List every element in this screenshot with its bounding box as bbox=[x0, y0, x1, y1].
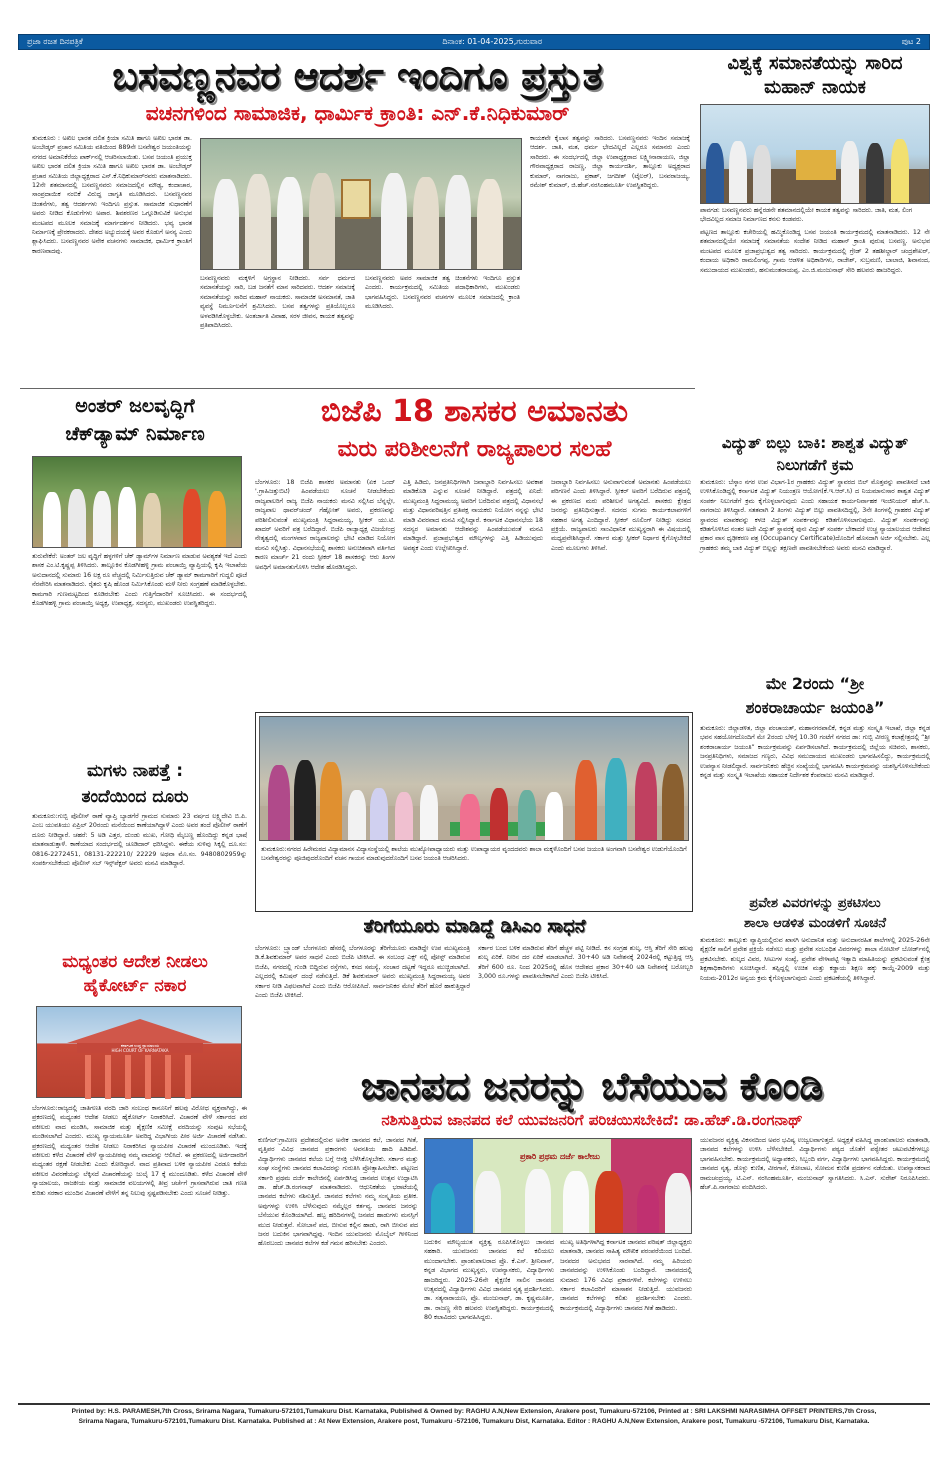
basavanna-portrait bbox=[341, 179, 371, 219]
missing-headline-line2: ತಂದೆಯಿಂದ ದೂರು bbox=[81, 787, 189, 807]
folk-event-photo bbox=[424, 1138, 692, 1234]
admission-body: ತುಮಕೂರು: ತಾಲ್ಲೂಕು ವ್ಯಾಪ್ತಿಯಲ್ಲಿರುವ ಖಾಸಗಿ ಅನುದಾನಿತ ಮತ್ತು ಅನುದಾನರಹಿತ ಶಾಲೆಗಳಲ್ಲಿ 2025-26ನೇ ಶೈಕ್ಷಣಿಕ ಸಾಲಿಗೆ ಪ್ರವೇಶ ಪ್ರಕ್ರಿಯೆ ನಡೆಸಲು ಮತ್ತು ಪ್ರವೇಶ ಸಂಬಂಧಿತ ವಿವರಗಳನ್ನು ಶಾಲಾ ನೋಟೀಸ್ ಬೋರ್ಡ್‌ನಲ್ಲಿ ಪ್ರಕಟಿಸಬೇಕು. ಶುಲ್ಕದ ವಿವರ, ಸೀಟುಗಳ ಸಂಖ್ಯೆ, ಪ್ರವೇಶ ವೇಳಾಪಟ್ಟಿ ಇತ್ಯಾದಿ ಮಾಹಿತಿಯನ್ನು ಪ್ರಕಟಿಸುವಂತೆ ಕ್ಷೇತ್ರ ಶಿಕ್ಷಣಾಧಿಕಾರಿಗಳು ಸೂಚಿಸಿದ್ದಾರೆ. ತಪ್ಪಿದ್ದಲ್ಲಿ ಉಚಿತ ಮತ್ತು ಕಡ್ಡಾಯ ಶಿಕ್ಷಣ ಹಕ್ಕು ಕಾಯ್ದೆ-2009 ಮತ್ತು ನಿಯಮ-2012ರ ಅನ್ವಯ ಕ್ರಮ ಕೈಗೊಳ್ಳಲಾಗುವುದು ಎಂದು ಪ್ರಕಟಣೆಯಲ್ಲಿ ತಿಳಿಸಿದ್ದಾರೆ. bbox=[700, 937, 933, 982]
basavanna-group-photo bbox=[200, 138, 522, 270]
masthead-bar bbox=[18, 34, 930, 50]
highcourt-body: ಬೆಂಗಳೂರು:ರಾಜ್ಯದಲ್ಲಿ ಜಾತಿಗಣತಿ ವರದಿ ಜಾರಿ ಸಂಬಂಧ ಕಾನೂನಿಗೆ ಹಲವು ವಿರೋಧ ವ್ಯಕ್ತವಾಗಿದ್ದು, ಈ ಪ್ರಕರಣದಲ್ಲಿ ಮಧ್ಯಂತರ ಆದೇಶ ನೀಡಲು ಹೈಕೋರ್ಟ್ ನಿರಾಕರಿಸಿದೆ. ವಿಚಾರಣೆ ವೇಳೆ ಸರ್ಕಾರದ ಪರ ವಕೀಲರು ವಾದ ಮಂಡಿಸಿ, ಸಾಮಾಜಿಕ ಮತ್ತು ಶೈಕ್ಷಣಿಕ ಸಮೀಕ್ಷೆ ವರದಿಯನ್ನು ಸಂಪುಟ ಸಭೆಯಲ್ಲಿ ಮಂಡಿಸಲಾಗಿದೆ ಎಂದರು. ಮುಖ್ಯ ನ್ಯಾಯಮೂರ್ತಿ ಅವರಿದ್ದ ವಿಭಾಗೀಯ ಪೀಠ ಅರ್ಜಿ ವಿಚಾರಣೆ ನಡೆಸಿತು. ಪ್ರಕರಣದಲ್ಲಿ ಮಧ್ಯಂತರ ಆದೇಶ ನೀಡಲು ನಿರಾಕರಿಸಿದ ನ್ಯಾಯಪೀಠ ವಿಚಾರಣೆ ಮುಂದೂಡಿತು. ಇದಕ್ಕೆ ವಕೀಲರು ಕಳೆದ ವಿಚಾರಣೆ ವೇಳೆ ನ್ಯಾಯಪೀಠವು ನಮ್ಮ ವಾದವನ್ನು ಆಲಿಸಿದೆ. ಈ ಪ್ರಕರಣದಲ್ಲಿ ಅರ್ಜಿದಾರರಿಗೆ ಮಧ್ಯಂತರ ರಕ್ಷಣೆ ನೀಡಬೇಕು ಎಂದು ಕೋರಿದ್ದಾರೆ. ವಾದ ಪ್ರತಿವಾದ ಬಳಿಕ ನ್ಯಾಯಪೀಠ ಎರಡೂ ಕಡೆಯ ವಕೀಲರ ವಿವರಣೆಯನ್ನು ಲೆಕ್ಕಿಸದೆ ವಿಚಾರಣೆಯನ್ನು ಜುಲೈ 17 ಕ್ಕೆ ಮುಂದೂಡಿತು. ಕಳೆದ ವಿಚಾರಣೆ ವೇಳೆ ನ್ಯಾಯಾಲಯ, ರಾಜಕೀಯ ಮತ್ತು ಸಾಮಾಜಿಕ ವಲಯಗಳಲ್ಲಿ ತೀವ್ರ ಚರ್ಚೆಗೆ ಗ್ರಾಸವಾಗಿರುವ ಜಾತಿ ಗಣತಿ ಕುರಿತು ಸರಕಾರ ಮುಂದಿನ ವಿಚಾರಣೆ ವೇಳೆಗೆ ತನ್ನ ನಿಲುವು ಸ್ಪಷ್ಟಪಡಿಸಬೇಕು ಎಂದು ಸೂಚನೆ ನೀಡಿತ್ತು. bbox=[32, 1105, 250, 1197]
folk-subhead: ನಶಿಸುತ್ತಿರುವ ಜಾನಪದ ಕಲೆ ಯುವಜನರಿಗೆ ಪರಿಚಯಿಸಬೇಕಿದೆ: ಡಾ.ಹೆಚ್.ಡಿ.ರಂಗನಾಥ್ bbox=[381, 1111, 803, 1129]
highcourt-headline-line1: ಮಧ್ಯಂತರ ಆದೇಶ ನೀಡಲು bbox=[62, 952, 208, 972]
folk-col3: ಮುಖ್ಯ ಅತಿಥಿಗಳಾಗಿದ್ದ ಕರ್ನಾಟಕ ಜಾನಪದ ಪರಿಷತ್ ಜಿಲ್ಲಾಧ್ಯಕ್ಷರು ಮಾತನಾಡಿ, ಜಾನಪದ ಸಾಹಿತ್ಯ ಮೌಖಿಕ ಪರಂಪರೆಯಿಂದ ಬಂದಿದೆ. ಜನಪದರ ಅನುಭವದ ಸಾರವಾಗಿದೆ. ನಮ್ಮ ಹಿರಿಯರು ಜಾನಪದವನ್ನು ಉಳಿಸಿಕೊಂಡು ಬಂದಿದ್ದಾರೆ. ಜಾನಪದದಲ್ಲಿ ಸುಮಾರು 176 ವಿವಿಧ ಪ್ರಕಾರಗಳಿವೆ. ಕಲೆಗಳನ್ನು ಉಳಿಸಲು ಸರ್ಕಾರ ಕಲಾವಿದರಿಗೆ ಮಾಸಾಶನ ನೀಡುತ್ತಿದೆ. ಯುವಜನರು ಜಾನಪದ ಕಲೆಗಳನ್ನು ಕಲಿತು ಪ್ರದರ್ಶಿಸಬೇಕು ಎಂದರು. ಕಾರ್ಯಕ್ರಮದಲ್ಲಿ ವಿದ್ಯಾರ್ಥಿಗಳು ಜಾನಪದ ಗೀತೆ ಹಾಡಿದರು. bbox=[560, 1239, 695, 1312]
college-banner: ಪ್ರಕಾರಿ ಪ್ರಥಮ ದರ್ಜೆ ಕಾಲೇಜು bbox=[520, 1152, 600, 1161]
dcm-col1: ಬೆಂಗಳೂರು: ಬ್ರ್ಯಾಂಡ್ ಬೆಂಗಳೂರು ಹೆಸರಲ್ಲಿ ಬೆಂಗಳೂರನ್ನು ತೆರಿಗೆಯೂರು ಮಾಡಿದ್ದೇ ಉಪ ಮುಖ್ಯಮಂತ್ರಿ ಡಿ.ಕೆ.ಶಿವಕುಮಾರ್ ಅವರ ಸಾಧನೆ ಎಂದು ಬಿಜೆಪಿ ಟೀಕಿಸಿದೆ. ಈ ಸಂಬಂಧ ಎಕ್ಸ್ ನಲ್ಲಿ ಪೋಸ್ಟ್ ಮಾಡಿರುವ ಬಿಜೆಪಿ, ನಗರದಲ್ಲಿ ಗುಂಡಿ ಬಿದ್ದಿರುವ ರಸ್ತೆಗಳು, ಕಸದ ಸಮಸ್ಯೆ, ಸಂಚಾರ ದಟ್ಟಣೆ ಇದ್ದರೂ ಮುಚ್ಚಿಡಲಾಗಿದೆ. ಎಲ್ಲದರಲ್ಲಿ ಕಮಿಷನ್ ದಂಧೆ ನಡೆಸುತ್ತಿದೆ. ಡಿಕೆ ಶಿವಕುಮಾರ್ ಅವರು ಮುಖ್ಯಮಂತ್ರಿ ಸಿದ್ದರಾಮಯ್ಯ ಅವರ ಸರ್ಕಾರ ನೀಡಿ ವಿಫಲವಾಗಿದೆ ಎಂದು ಬಿಜೆಪಿ ಆರೋಪಿಸಿದೆ. ಸಾರ್ವಜನಿಕರ ಮೇಲೆ ತೆರಿಗೆ ಹೊರೆ ಹಾಕುತ್ತಿದ್ದಾರೆ ಎಂದು ಬಿಜೆಪಿ ಟೀಕಿಸಿದೆ. bbox=[255, 945, 473, 1000]
equality-group-photo bbox=[700, 104, 930, 204]
court-sign-kn: ಕರ್ನಾಟಕ ಉಚ್ಚ ನ್ಯಾಯಾಲಯ bbox=[120, 1043, 160, 1048]
admission-headline-line1: ಪ್ರವೇಶ ವಿವರಗಳನ್ನು ಪ್ರಕಟಿಸಲು bbox=[749, 896, 881, 911]
folk-col1: ಕುಣಿಗಲ್:ಗ್ರಾಮೀಣ ಪ್ರದೇಶದಲ್ಲಿರುವ ಅನೇಕ ಜಾನಪದ ಕಲೆ, ಜಾನಪದ ಗೀತೆ, ವೃತ್ತಿಪರ ವಿವಿಧ ಜಾನಪದ ಪ್ರಕಾರಗಳು ಅವನತಿಯ ಹಾದಿ ಹಿಡಿದಿವೆ. ವಿದ್ಯಾರ್ಥಿಗಳು ಜಾನಪದ ಕಲೆಯ ಬಗ್ಗೆ ಆಸಕ್ತಿ ಬೆಳೆಸಿಕೊಳ್ಳಬೇಕು. ಸರ್ಕಾರ ಮತ್ತು ಸಂಘ ಸಂಸ್ಥೆಗಳು ಜಾನಪದ ಕಲಾವಿದರನ್ನು ಗುರುತಿಸಿ ಪ್ರೋತ್ಸಾಹಿಸಬೇಕು. ಪಟ್ಟಣದ ಸರ್ಕಾರಿ ಪ್ರಥಮ ದರ್ಜೆ ಕಾಲೇಜಿನಲ್ಲಿ ಏರ್ಪಡಿಸಿದ್ದ ಜಾನಪದ ಉತ್ಸವ ಉದ್ಘಾಟಿಸಿ ಡಾ. ಹೆಚ್.ಡಿ.ರಂಗನಾಥ್ ಮಾತನಾಡಿದರು. ಆಧುನಿಕತೆಯ ಭರಾಟೆಯಲ್ಲಿ ಜಾನಪದ ಕಲೆಗಳು ನಶಿಸುತ್ತಿವೆ. ಜಾನಪದ ಕಲೆಗಳು ನಮ್ಮ ಸಂಸ್ಕೃತಿಯ ಪ್ರತೀಕ. ಅವುಗಳನ್ನು ಉಳಿಸಿ ಬೆಳೆಸುವುದು ನಮ್ಮೆಲ್ಲರ ಕರ್ತವ್ಯ. ಜಾನಪದ ಜನರನ್ನು ಬೆಸೆಯುವ ಕೊಂಡಿಯಾಗಿದೆ. ಹಬ್ಬ ಹರಿದಿನಗಳಲ್ಲಿ ಜನಪದ ಹಾಡುಗಳು ಮನಸ್ಸಿಗೆ ಮುದ ನೀಡುತ್ತವೆ. ಸೋಬಾನೆ ಪದ, ಬೀಸುವ ಕಲ್ಲಿನ ಹಾಡು, ರಾಗಿ ಬೀಸುವ ಪದ ಜನರ ಬದುಕಿನ ಭಾಗವಾಗಿದ್ದವು. ಇಂದಿನ ಯುವಜನರು ಮೊಬೈಲ್ ಗೀಳಿನಿಂದ ಹೊರಬಂದು ಜಾನಪದ ಕಲೆಗಳ ಕಡೆ ಗಮನ ಹರಿಸಬೇಕು ಎಂದರು. bbox=[258, 1137, 421, 1248]
footer-rule bbox=[18, 1403, 930, 1405]
missing-body: ತುಮಕೂರು:ಗುಬ್ಬಿ ಪೊಲೀಸ್ ಠಾಣೆ ವ್ಯಾಪ್ತಿ ಬ್ಯಾಡಗೆರೆ ಗ್ರಾಮದ ಸುಮಾರು 23 ವರ್ಷದ ಲಕ್ಷ್ಮಿದೇವಿ ಬಿ.ಪಿ. ಎಂಬ ಯುವತಿಯು ಏಪ್ರಿಲ್ 20ರಂದು ಮನೆಯಿಂದ ಕಾಣೆಯಾಗಿದ್ದಾಳೆ ಎಂದು ಅವರ ತಂದೆ ಪೊಲೀಸ್ ಠಾಣೆಗೆ ದೂರು ನೀಡಿದ್ದಾರೆ. ಚಹರೆ: 5 ಅಡಿ ಎತ್ತರ, ದುಂಡು ಮುಖ, ಗೋಧಿ ಮೈಬಣ್ಣ ಹೊಂದಿದ್ದು ಕನ್ನಡ ಭಾಷೆ ಮಾತನಾಡುತ್ತಾಳೆ. ಕಾಣೆಯಾದ ಸಂದರ್ಭದಲ್ಲಿ ಚೂಡಿದಾರ್ ಧರಿಸಿದ್ದಳು. ಈಕೆಯ ಸುಳಿವು ಸಿಕ್ಕಲ್ಲಿ ದೂ.ಸಂ: 0816-2272451, 08131-222210/ 22229 ಅಥವಾ ಮೊ.ಸಂ. 9480802959ನ್ನು ಸಂಪರ್ಕಿಸಬೇಕೆಂದು ಪೊಲೀಸ್ ಸಬ್ ಇನ್ಸ್‌ಪೆಕ್ಟರ್ ಅವರು ಮನವಿ ಮಾಡಿದ್ದಾರೆ. bbox=[32, 813, 250, 868]
checkdam-headline-line1: ಅಂತರ್ ಜಲವೃದ್ಧಿಗೆ bbox=[75, 395, 195, 417]
basavanna-col3: ಬಸವಣ್ಣನವರು ಅವರ ಸಾಮಾಜಿಕ ತತ್ವ ಚಿಂತನೆಗಳು ಇಂದಿಗೂ ಪ್ರಸ್ತುತ ಎಂದರು. ಕಾರ್ಯಕ್ರಮದಲ್ಲಿ ಸಮಿತಿಯ ಪದಾಧಿಕಾರಿಗಳು, ಮುಖಂಡರು ಭಾಗವಹಿಸಿದ್ದರು. ಬಸವಣ್ಣನವರ ವಚನಗಳ ಮೂಲಕ ಸಮಾಜದಲ್ಲಿ ಕ್ರಾಂತಿ ಮೂಡಿಸಿದರು. bbox=[365, 275, 523, 311]
imprint-line1: Printed by: H.S. PARAMESH,7th Cross, Srirama Nagara, Tumakuru-572101,Tumakuru Dist. Karnataka, Published & Owned by: RAGHU A.N,New Extension, Arakere post, Tumakuru-572106, Printed at : SRI LAKSHMI NARASIMHA OFFSET PRINTERS,7th Cross, bbox=[71, 1408, 877, 1415]
missing-headline-line1: ಮಗಳು ನಾಪತ್ತೆ : bbox=[86, 761, 184, 781]
shankaracharya-headline-line2: ಶಂಕರಾಚಾರ್ಯ ಜಯಂತಿ” bbox=[745, 698, 885, 717]
shankaracharya-headline-line1: ಮೇ 2ರಂದು “ಶ್ರೀ bbox=[765, 674, 865, 693]
bjp-subhead: ಮರು ಪರಿಶೀಲನೆಗೆ ರಾಜ್ಯಪಾಲರ ಸಲಹೆ bbox=[337, 437, 612, 462]
basavanna-col2: ಬಸವಣ್ಣನವರು ಮಕ್ಕಳಿಗೆ ಅಗ್ರಸ್ಥಾನ ನೀಡಿದರು. ಸರ್ವ ಧರ್ಮದ ಸಮಾನತೆಯನ್ನು ಸಾರಿ, ಬಡ ಜನತೆಗೆ ಮಾನ ಸಾರಿದವರು. ಆದರ್ಶ ಸಮಾಜಕ್ಕೆ ಸಮಾನತೆಯನ್ನು ಸಾರಿದ ಮಹಾನ್ ನಾಯಕರು. ಸಾಮಾಜಿಕ ಅಸಮಾನತೆ, ಜಾತಿ ವ್ಯವಸ್ಥೆ ನಿರ್ಮೂಲನೆಗೆ ಶ್ರಮಿಸಿದರು. ಬಸವ ತತ್ವಗಳನ್ನು ಪ್ರತಿಯೊಬ್ಬರೂ ಅಳವಡಿಸಿಕೊಳ್ಳಬೇಕು. ಅಂತರ್ಜಾತಿ ವಿವಾಹ, ಸರಳ ಜೀವನ, ಕಾಯಕ ತತ್ವವನ್ನು ಪ್ರತಿಪಾದಿಸಿದರು. bbox=[200, 275, 358, 330]
divider bbox=[20, 388, 695, 389]
dcm-col2: ಸರ್ಕಾರ ಬಂದ ಬಳಿಕ ಮಾಡಿರುವ ತೆರಿಗೆ ಹೆಚ್ಚಳ ಪಟ್ಟಿ ನೀಡಿದೆ. ಕಸ ಸಂಗ್ರಹ ಶುಲ್ಕ, ಆಸ್ತಿ ತೆರಿಗೆ ಸೇರಿ ಹಲವು ಶುಲ್ಕ ಏರಿಕೆ. ನೀರಿನ ದರ ಏರಿಕೆ ಮಾಡಲಾಗಿದೆ. 30+40 ಅಡಿ ನಿವೇಶನಕ್ಕೆ 2024ರಲ್ಲಿ ಕಟ್ಟುತ್ತಿದ್ದ ಆಸ್ತಿ ತೆರಿಗೆ 600 ರೂ. ನಿಂದ 2025ರಲ್ಲಿ ಹೊಸ ಆದೇಶದ ಪ್ರಕಾರ 30+40 ಅಡಿ ನಿವೇಶನಕ್ಕೆ ಬರೋಬ್ಬರಿ 3,000 ರೂ.ಗಳನ್ನು ಪಾವತಿಸಬೇಕಾಗಿದೆ ಎಂದು ಬಿಜೆಪಿ ಟೀಕಿಸಿದೆ. bbox=[478, 945, 696, 981]
equality-body: ಪಟ್ಟಣದ ತಾಲ್ಲೂಕು ಕಚೇರಿಯಲ್ಲಿ ಹಮ್ಮಿಕೊಂಡಿದ್ದ ಬಸವ ಜಯಂತಿ ಕಾರ್ಯಕ್ರಮದಲ್ಲಿ ಮಾತನಾಡಿದರು. 12 ನೇ ಶತಮಾನದಲ್ಲಿಯೇ ಸಮಾಜಕ್ಕೆ ಸಮಾನತೆಯ ಸಂದೇಶ ನೀಡಿದ ಮಹಾನ್ ಕ್ರಾಂತಿ ಪುರುಷ ಬಸವಣ್ಣ. ಅನುಭವ ಮಂಟಪದ ಮೂಲಕ ಪ್ರಜಾಪ್ರಭುತ್ವದ ತತ್ವ ಸಾರಿದರು. ಕಾರ್ಯಕ್ರಮದಲ್ಲಿ ಗ್ರೇಡ್ 2 ತಹಶೀಲ್ದಾರ್ ಚಂದ್ರಶೇಖರ್, ಕಂದಾಯ ಅಧಿಕಾರಿ ರಾಮಲಿಂಗಪ್ಪ, ಗ್ರಾಮ ಆಡಳಿತ ಅಧಿಕಾರಿಗಳು, ರಾಜೇಶ್, ಸುಬ್ರಮಣಿ, ಬಾಲಾಜಿ, ಶಿವಾನಂದ, ಸಮುದಾಯದ ಮುಖಂಡರು, ಹನುಮಂತರಾಯಪ್ಪ, ಎಂ.ಜಿ.ಮಂಜುನಾಥ್ ಸೇರಿ ಹಲವರು ಹಾಜರಿದ್ದರು. bbox=[700, 229, 933, 274]
folk-col2: ಬದುಕಿನ ಮೌಲ್ಯಯುತ ವ್ಯಕ್ತಿತ್ವ ರೂಪಿಸಿಕೊಳ್ಳಲು ಜಾನಪದ ಸಹಕಾರಿ. ಯುವಜನರು ಜಾನಪದ ಕಲೆ ಕಲಿಯಲು ಮುಂದಾಗಬೇಕು. ಪ್ರಾಂಶುಪಾಲರಾದ ಪ್ರೊ. ಕೆ.ಎಸ್. ಶ್ರೀನಿವಾಸ್, ಕನ್ನಡ ವಿಭಾಗದ ಮುಖ್ಯಸ್ಥರು, ಉಪನ್ಯಾಸಕರು, ವಿದ್ಯಾರ್ಥಿಗಳು ಹಾಜರಿದ್ದರು. 2025-26ನೇ ಶೈಕ್ಷಣಿಕ ಸಾಲಿನ ಜಾನಪದ ಉತ್ಸವದಲ್ಲಿ ವಿದ್ಯಾರ್ಥಿಗಳು ವಿವಿಧ ಜಾನಪದ ನೃತ್ಯ ಪ್ರದರ್ಶಿಸಿದರು. ಡಾ. ಸತ್ಯನಾರಾಯಣ, ಪ್ರೊ. ಮಂಜುನಾಥ್, ಡಾ. ಕೃಷ್ಣಮೂರ್ತಿ, ಡಾ. ರಾಜಣ್ಣ ಸೇರಿ ಹಲವರು ಉಪಸ್ಥಿತರಿದ್ದರು. ಕಾರ್ಯಕ್ರಮದಲ್ಲಿ 80 ಕಲಾವಿದರು ಭಾಗವಹಿಸಿದ್ದರು. bbox=[424, 1239, 557, 1322]
basavanna-col4: ಕಾಯಕವೇ ಕೈಲಾಸ ತತ್ವವನ್ನು ಸಾರಿದರು. ಬಸವಣ್ಣನವರು ಇಂದಿನ ಸಮಾಜಕ್ಕೆ ಆದರ್ಶ. ಜಾತಿ, ಮತ, ಧರ್ಮ ಭೇದವಿಲ್ಲದೆ ಎಲ್ಲರೂ ಸಮಾನರು ಎಂದು ಸಾರಿದರು. ಈ ಸಂದರ್ಭದಲ್ಲಿ ಜಿಲ್ಲಾ ಉಪಾಧ್ಯಕ್ಷರಾದ ಲಕ್ಷ್ಮೀನಾರಾಯಣ, ಜಿಲ್ಲಾ ಗೌರವಾಧ್ಯಕ್ಷರಾದ ರಾಜಣ್ಣ, ಜಿಲ್ಲಾ ಕಾರ್ಯದರ್ಶಿ, ತಾಲ್ಲೂಕು ಅಧ್ಯಕ್ಷರಾದ ಕುಮಾರ್, ನಾಗರಾಜು, ಪ್ರಕಾಶ್, ಜಗದೀಶ್ (ಟೈಲರ್), ಬಸವರಾಜಯ್ಯ, ರಮೇಶ್ ಕುಮಾರ್, ಜಿ.ಹೆಚ್.ನರಸಿಂಹಮೂರ್ತಿ ಉಪಸ್ಥಿತರಿದ್ದರು. bbox=[530, 135, 693, 190]
basavanna-headline: ಬಸವಣ್ಣನವರ ಆದರ್ಶ ಇಂದಿಗೂ ಪ್ರಸ್ತುತ bbox=[112, 54, 603, 98]
equality-caption: ಪಾವಗಡ: ಬಸವಣ್ಣನವರು ಹನ್ನೆರಡನೇ ಶತಮಾನದಲ್ಲಿಯೇ ಕಾಯಕ ತತ್ವವನ್ನು ಸಾರಿದರು. ಜಾತಿ, ಮತ, ಲಿಂಗ ಭೇದವಿಲ್ಲದ ಸಮಾಜ ನಿರ್ಮಾಣದ ಕನಸು ಕಂಡವರು. bbox=[700, 207, 915, 224]
folk-col4: ಯುವಜನರ ವ್ಯಕ್ತಿತ್ವ ವಿಕಸನದಿಂದ ಅವರ ಭವಿಷ್ಯ ಉಜ್ವಲವಾಗುತ್ತದೆ. ಅಧ್ಯಕ್ಷತೆ ವಹಿಸಿದ್ದ ಪ್ರಾಂಶುಪಾಲರು ಮಾತನಾಡಿ, ಜಾನಪದ ಕಲೆಗಳನ್ನು ಉಳಿಸಿ ಬೆಳೆಸಬೇಕಿದೆ. ವಿದ್ಯಾರ್ಥಿಗಳು ಪಠ್ಯದ ಜೊತೆಗೆ ಪಠ್ಯೇತರ ಚಟುವಟಿಕೆಗಳಲ್ಲೂ ಭಾಗವಹಿಸಬೇಕು. ಕಾರ್ಯಕ್ರಮದಲ್ಲಿ ಅಧ್ಯಾಪಕರು, ಸಿಬ್ಬಂದಿ ವರ್ಗ, ವಿದ್ಯಾರ್ಥಿಗಳು ಭಾಗವಹಿಸಿದ್ದರು. ಕಾರ್ಯಕ್ರಮದಲ್ಲಿ ಜಾನಪದ ನೃತ್ಯ, ಡೊಳ್ಳು ಕುಣಿತ, ವೀರಗಾಸೆ, ಕೋಲಾಟ, ಸೋಮನ ಕುಣಿತ ಪ್ರದರ್ಶನ ನಡೆಯಿತು. ಉಪನ್ಯಾಸಕರಾದ ರಾಮಚಂದ್ರಯ್ಯ, ಟಿ.ಎನ್. ನರಸಿಂಹಮೂರ್ತಿ, ಮಂಜುನಾಥ್ ಸ್ವಾಗತಿಸಿದರು. ಸಿ.ಎಸ್. ಸುರೇಶ್ ನಿರೂಪಿಸಿದರು. ಹೆಚ್.ಪಿ.ನಾಗರಾಜು ವಂದಿಸಿದರು. bbox=[700, 1137, 933, 1192]
folk-headline: ಜಾನಪದ ಜನರನ್ನು ಬೆಸೆಯುವ ಕೊಂಡಿ bbox=[360, 1064, 824, 1108]
page-number: ಪುಟ 2 bbox=[901, 37, 921, 46]
electricity-body: ತುಮಕೂರು: ಬೆಸ್ಕಾಂ ನಗರ ಉಪ ವಿಭಾಗ-1ರ ಗ್ರಾಹಕರು ವಿದ್ಯುತ್ ಸ್ಥಾವರದ ಬಿಲ್ ಮೊತ್ತವನ್ನು ಪಾವತಿಸದೆ ಬಾಕಿ ಉಳಿಸಿಕೊಂಡಿದ್ದಲ್ಲಿ ಕರ್ನಾಟಕ ವಿದ್ಯುತ್ ನಿಯಂತ್ರಣ ಆಯೋಗ(ಕೆ.ಇ.ಆರ್.ಸಿ) ದ ನಿಯಮಾನುಸಾರ ಶಾಶ್ವತ ವಿದ್ಯುತ್ ಸಂಪರ್ಕ ನಿಲುಗಡೆಗೆ ಕ್ರಮ ಕೈಗೊಳ್ಳಲಾಗುವುದು ಎಂದು ಸಹಾಯಕ ಕಾರ್ಯನಿರ್ವಾಹಕ ಇಂಜಿನಿಯರ್ ಹೆಚ್.ಸಿ. ನಾಗರಾಜು ತಿಳಿಸಿದ್ದಾರೆ. ಸತತವಾಗಿ 2 ತಿಂಗಳು ವಿದ್ಯುತ್ ಬಿಲ್ಲು ಪಾವತಿಸದಿದ್ದಲ್ಲಿ, 3ನೇ ತಿಂಗಳಲ್ಲಿ ಗ್ರಾಹಕರ ವಿದ್ಯುತ್ ಸ್ಥಾವರದ ಮಾಪಕವನ್ನು ಕಳಚಿ ವಿದ್ಯುತ್ ಸಂಪರ್ಕವನ್ನು ಕಡಿತಗೊಳಿಸಲಾಗುವುದು. ವಿದ್ಯುತ್ ಸಂಪರ್ಕವನ್ನು ಕಡಿತಗೊಳಿಸಿದ ನಂತರ ಅದೇ ವಿದ್ಯುತ್ ಸ್ಥಾವರಕ್ಕೆ ಪುನಃ ವಿದ್ಯುತ್ ಸಂಪರ್ಕ ಬೇಕಾದರೆ ಉಚ್ಚ ನ್ಯಾಯಾಲಯದ ಆದೇಶದ ಪ್ರಕಾರ ವಾಸ ಧೃಢೀಕರಣ ಪತ್ರ (Occupancy Certificate)ದೊಂದಿಗೆ ಹೊಸದಾಗಿ ಅರ್ಜಿ ಸಲ್ಲಿಸಬೇಕು. ಎಲ್ಲ ಗ್ರಾಹಕರು ತಮ್ಮ ಬಾಕಿ ವಿದ್ಯುತ್ ಬಿಲ್ಲನ್ನು ತಕ್ಷಣವೇ ಪಾವತಿಸಬೇಕೆಂದು ಅವರು ಮನವಿ ಮಾಡಿದ್ದಾರೆ. bbox=[700, 479, 933, 552]
bjp-col3: ಜವಾಬ್ದಾರಿ ನಿರ್ವಹಿಸಲು ಅನುವಾಗುವಂತೆ ಅಮಾನತು ಹಿಂಪಡೆಯಲು ಪರಿಗಣನೆ ಎಂದು ತಿಳಿಸಿದ್ದಾರೆ. ಸ್ಪೀಕರ್ ಅವರಿಗೆ ಬರೆದಿರುವ ಪತ್ರದಲ್ಲಿ ಈ ಪ್ರಕರಣದ ಮರು ಪರಿಶೀಲನೆ ಅಗತ್ಯವಿದೆ. ಶಾಸಕರು ಕ್ಷೇತ್ರದ ಜನರನ್ನು ಪ್ರತಿನಿಧಿಸುತ್ತಾರೆ. ಸದನದ ಸುಗಮ ಕಾರ್ಯಕಲಾಪಗಳಿಗೆ ಸಹಕಾರ ಅಗತ್ಯ ಎಂದಿದ್ದಾರೆ. ಸ್ಪೀಕರ್ ರೂಲಿಂಗ್ ನೀಡಿದ್ದು ಸದನದ ಪ್ರಕ್ರಿಯೆ. ರಾಜ್ಯಪಾಲರು ಸಾಂವಿಧಾನಿಕ ಮುಖ್ಯಸ್ಥರಾಗಿ ಈ ವಿಷಯದಲ್ಲಿ ಮಧ್ಯಪ್ರವೇಶಿಸಿದ್ದಾರೆ. ಸರ್ಕಾರ ಮತ್ತು ಸ್ಪೀಕರ್ ನಿರ್ಧಾರ ಕೈಗೊಳ್ಳಬೇಕಿದೆ ಎಂದು ಮೂಲಗಳು ತಿಳಿಸಿವೆ. bbox=[551, 479, 694, 552]
checkdam-body: ತುರುವೇಕೆರೆ: ಅಂತರ್ ಜಲ ವೃದ್ಧಿಗೆ ಹಳ್ಳಗಳಿಗೆ ಚೆಕ್ ಡ್ಯಾಮ್‌ಗಳ ನಿರ್ಮಾಣ ಮಾಡುವ ಅವಶ್ಯಕತೆ ಇದೆ ಎಂದು ಶಾಸಕ ಎಂ.ಟಿ.ಕೃಷ್ಣಪ್ಪ ತಿಳಿಸಿದರು. ತಾಲ್ಲೂಕಿನ ಕೊಡಗೀಹಳ್ಳಿ ಗ್ರಾಮ ಪಂಚಾಯ್ತಿ ವ್ಯಾಪ್ತಿಯಲ್ಲಿ ಕೃಷಿ ಇಲಾಖೆಯ ಅನುದಾನದಲ್ಲಿ ಸುಮಾರು 16 ಲಕ್ಷ ರೂ ವೆಚ್ಚದಲ್ಲಿ ನಿರ್ಮಿಸುತ್ತಿರುವ ಚೆಕ್ ಡ್ಯಾಮ್ ಕಾಮಗಾರಿಗೆ ಗುದ್ದಲಿ ಪೂಜೆ ನೆರವೇರಿಸಿ ಮಾತನಾಡಿದರು. ರೈತರು ಕೃಷಿ ಹೊಂಡ ನಿರ್ಮಿಸಿಕೊಂಡು ಮಳೆ ನೀರು ಸಂಗ್ರಹಣೆ ಮಾಡಿಕೊಳ್ಳಬೇಕು. ಕಾಮಗಾರಿ ಗುಣಮಟ್ಟದಿಂದ ಕೂಡಿರಬೇಕು ಎಂದು ಗುತ್ತಿಗೆದಾರರಿಗೆ ಸೂಚಿಸಿದರು. ಈ ಸಂದರ್ಭದಲ್ಲಿ ಕೊಡಗೀಹಳ್ಳಿ ಗ್ರಾಮ ಪಂಚಾಯ್ತಿ ಅಧ್ಯಕ್ಷ, ಉಪಾಧ್ಯಕ್ಷ, ಸದಸ್ಯರು, ಮುಖಂಡರು ಉಪಸ್ಥಿತರಿದ್ದರು. bbox=[32, 553, 250, 608]
equality-headline: ವಿಶ್ವಕ್ಕೆ ಸಮಾನತೆಯನ್ನು ಸಾರಿದ ಮಹಾನ್ ನಾಯಕ bbox=[727, 53, 903, 98]
checkdam-headline-line2: ಚೆಕ್‌ಡ್ಯಾಮ್ ನಿರ್ಮಾಣ bbox=[65, 423, 205, 445]
dcm-headline: ತೆರಿಗೆಯೂರು ಮಾಡಿದ್ದೆ ಡಿಸಿಎಂ ಸಾಧನೆ bbox=[363, 916, 586, 937]
portrait-flowers bbox=[796, 150, 836, 180]
school-children-photo bbox=[259, 716, 689, 841]
basavanna-subhead: ವಚನಗಳಿಂದ ಸಾಮಾಜಿಕ, ಧಾರ್ಮಿಕ ಕ್ರಾಂತಿ: ಎನ್.ಕೆ.ನಿಧಿಕುಮಾರ್ bbox=[145, 101, 570, 125]
bjp-col1: ಬೆಂಗಳೂರು: 18 ಬಿಜೆಪಿ ಶಾಸಕರ ಅಮಾನತು (ಏಕ ಒಂದ್ '.ಗ್ರಾಹಿಜತ್ತುಬಿಟಿ) ಹಿಂಪಡೆಯಲು ಸೂಚನೆ ನೀಡಬೇಕೆಂದು ರಾಜ್ಯಪಾಲರಿಗೆ ರಾಜ್ಯ ಬಿಜೆಪಿ ನಾಯಕರು ಮನವಿ ಸಲ್ಲಿಸಿದ ಬೆನ್ನಲ್ಲೇ, ರಾಜ್ಯಪಾಲ ಥಾವರ್‌ಚಂದ್ ಗೆಹ್ಲೋತ್ ಅವರು, ಪ್ರಕರಣವನ್ನು ಪರಿಶೀಲಿಸುವಂತೆ ಮುಖ್ಯಮಂತ್ರಿ ಸಿದ್ದರಾಮಯ್ಯ, ಸ್ಪೀಕರ್ ಯು.ಟಿ. ಖಾದರ್ ಅವರಿಗೆ ಪತ್ರ ಬರೆದಿದ್ದಾರೆ. ಬಿಜೆಪಿ ರಾಜ್ಯಾಧ್ಯಕ್ಷ ವಿಜಯೇಂದ್ರ ನೇತೃತ್ವದಲ್ಲಿ ಮಂಗಳವಾರ ರಾಜ್ಯಪಾಲರನ್ನು ಭೇಟಿ ಮಾಡಿದ ನಿಯೋಗ ಮನವಿ ಸಲ್ಲಿಸಿತ್ತು. ವಿಧಾನಸಭೆಯಲ್ಲಿ ಶಾಸಕರು ಅನುಚಿತವಾಗಿ ವರ್ತಿಸಿದ ಕಾರಣ ಮಾರ್ಚ್ 21 ರಂದು ಸ್ಪೀಕರ್ 18 ಶಾಸಕರನ್ನು ಆರು ತಿಂಗಳ ಅವಧಿಗೆ ಅಮಾನತುಗೊಳಿಸಿ ಆದೇಶ ಹೊರಡಿಸಿದ್ದರು. bbox=[255, 479, 398, 571]
paper-name: ಪ್ರಜಾ ರಜತ ದಿನಪತ್ರಿಕೆ bbox=[27, 37, 83, 46]
admission-headline-line2: ಶಾಲಾ ಆಡಳಿತ ಮಂಡಳಿಗೆ ಸೂಚನೆ bbox=[743, 916, 886, 931]
bjp-headline: ಬಿಜೆಪಿ 18 ಶಾಸಕರ ಅಮಾನತು bbox=[320, 394, 629, 429]
issue-date: ದಿನಾಂಕ: 01-04-2025,ಗುರುವಾರ bbox=[442, 37, 543, 46]
highcourt-headline-line2: ಹೈಕೋರ್ಟ್ ನಕಾರ bbox=[83, 976, 187, 996]
bjp-col2: ಎತ್ತಿ ಹಿಡಿದು, ಜನಪ್ರತಿನಿಧಿಗಳಾಗಿ ಜವಾಬ್ದಾರಿ ನಿರ್ವಹಿಸಲು ಅವಕಾಶ ಮಾಡಿಕೊಡಿ ಎನ್ನುವ ಸೂಚನೆ ನೀಡಿದ್ದಾರೆ. ಪತ್ರದಲ್ಲಿ ಏನಿದೆ: ಮುಖ್ಯಮಂತ್ರಿ ಸಿದ್ದರಾಮಯ್ಯ ಅವರಿಗೆ ಬರೆದಿರುವ ಪತ್ರದಲ್ಲಿ ವಿಧಾನಸಭೆ ಮತ್ತು ವಿಧಾನಪರಿಷತ್ತಿನ ಪ್ರತಿಪಕ್ಷ ನಾಯಕರು ನಿಯೋಗ ನನ್ನನ್ನು ಭೇಟಿ ಮಾಡಿ ವಿವರವಾದ ಮನವಿ ಸಲ್ಲಿಸಿದ್ದಾರೆ. ಕರ್ನಾಟಕ ವಿಧಾನಸಭೆಯ 18 ಸದಸ್ಯರ ಅಮಾನತು ಆದೇಶವನ್ನು ಹಿಂಪಡೆಯುವಂತೆ ಮನವಿ ಮಾಡಿದ್ದಾರೆ. ಪ್ರಜಾಪ್ರಭುತ್ವದ ಮೌಲ್ಯಗಳನ್ನು ಎತ್ತಿ ಹಿಡಿಯುವುದು ಅವಶ್ಯಕ ಎಂದು ಉಲ್ಲೇಖಿಸಿದ್ದಾರೆ. bbox=[403, 479, 546, 552]
high-court-photo bbox=[36, 1006, 242, 1098]
electricity-headline: ವಿದ್ಯುತ್ ಬಿಲ್ಲು ಬಾಕಿ: ಶಾಶ್ವತ ವಿದ್ಯುತ್ ನಿಲುಗಡೆಗೆ ಕ್ರಮ bbox=[721, 434, 909, 474]
imprint bbox=[18, 1407, 930, 1427]
school-caption: ತುಮಕೂರು:ನಗರದ ಹಿರೇಮಠದ ವಿದ್ಯಾಮಾನಸ ವಿದ್ಯಾಸಂಸ್ಥೆಯಲ್ಲಿ ಶಾಲೆಯ ಮುಖ್ಯೋಪಾಧ್ಯಾಯರು ಮತ್ತು ಉಪಾಧ್ಯಾಯರ ವೃಂದದವರು ಶಾಲಾ ಮಕ್ಕಳೊಂದಿಗೆ ಬಸವ ಜಯಂತಿ ಅಂಗವಾಗಿ ಬಸವೇಶ್ವರ ಉಡುಗೆಯೊಂದಿಗೆ ಬಸವೇಶ್ವರರನ್ನು ಪೂಜಿಪುದರೊಂದಿಗೆ ವಚನ ಗಾಯನ ಮಾಡುವುದರೊಂದಿಗೆ ಬಸವ ಜಯಂತಿ ಆಚರಿಸಿದರು. bbox=[261, 846, 689, 863]
checkdam-photo bbox=[32, 456, 242, 548]
school-photo-box bbox=[255, 712, 693, 912]
court-sign-en: HIGH COURT OF KARNATAKA bbox=[111, 1048, 169, 1053]
basavanna-col1: ತುಮಕೂರು : ಅಖಿಲ ಭಾರತ ದಲಿತ ಕ್ರಿಯಾ ಸಮಿತಿ ಹಾಗೂ ಅಖಿಲ ಭಾರತ ಡಾ. ಅಂಬೇಡ್ಕರ್ ಪ್ರಚಾರ ಸಮಿತಿಯ ವತಿಯಿಂದ 889ನೇ ಬಸವೇಶ್ವರ ಜಯಂತಿಯನ್ನು ನಗರದ ಅಮಾನಿಕೆರೆಯ ಪಾರ್ಕ್‌ನಲ್ಲಿ ಆಚರಿಸಲಾಯಿತು. ಬಸವ ಜಯಂತಿ ಪ್ರಯುಕ್ತ ಅಖಿಲ ಭಾರತ ದಲಿತ ಕ್ರಿಯಾ ಸಮಿತಿ ಹಾಗೂ ಅಖಿಲ ಭಾರತ ಡಾ. ಅಂಬೇಡ್ಕರ್ ಪ್ರಚಾರ ಸಮಿತಿಯ ಜಿಲ್ಲಾಧ್ಯಕ್ಷರಾದ ಎನ್.ಕೆ.ನಿಧಿಕುಮಾರ್‌ರವರು ಮಾತನಾಡಿದರು. 12ನೇ ಶತಮಾನದಲ್ಲಿ ಬಸವಣ್ಣನವರು ಸಮಾಜದಲ್ಲಿನ ಮೌಢ್ಯ, ಕಂದಾಚಾರ, ಸಾಂಪ್ರದಾಯಿಕ ನಂಬಿಕೆ ವಿರುದ್ಧ ಜಾಗೃತಿ ಮೂಡಿಸಿದರು. ಬಸವಣ್ಣನವರ ಚಿಂತನೆಗಳು, ತತ್ವ ಆದರ್ಶಗಳು ಇಂದಿಗೂ ಪ್ರಸ್ತುತ. ಸಾಮಾಜಿಕ ಸುಧಾರಣೆಗೆ ಅವರು ನೀಡಿದ ಕೊಡುಗೆಗಳು ಅಪಾರ. ಶಿವಶರಣರ ಒಗ್ಗೂಡಿಸುವಿಕೆ ಅನುಭವ ಮಂಟಪದ ಮೂಲಕ ಸಮಾಜಕ್ಕೆ ಮಾರ್ಗದರ್ಶನ ನೀಡಿದರು. ಭವ್ಯ ಭಾರತ ನಿರ್ಮಾಣಕ್ಕೆ ಪ್ರೇರಕರಾದರು. ದೇಶದ ಅಭ್ಯುದಯಕ್ಕೆ ಅವರ ಕೊಡುಗೆ ಅನನ್ಯ ಎಂದು ಶ್ಲಾಘಿಸಿದರು. ಬಸವಣ್ಣನವರ ಅನೇಕ ವಚನಗಳು ಸಾಮಾಜಿಕ, ಧಾರ್ಮಿಕ ಕ್ರಾಂತಿಗೆ ಕಾರಣವಾದವು. bbox=[32, 135, 195, 255]
imprint-line2: Srirama Nagara, Tumakuru-572101,Tumakuru Dist. Karnataka. Published at : At New Extension, Arakere post, Tumakuru -572106, Tumakuru Dist, Karnataka. Editor : RAGHU A.N,New Extension, Arakere post, Tumakuru -572106, Tumakuru Dist, Karnataka. bbox=[78, 1418, 870, 1425]
shankaracharya-body: ತುಮಕೂರು: ಜಿಲ್ಲಾಡಳಿತ, ಜಿಲ್ಲಾ ಪಂಚಾಯತ್, ಮಹಾನಗರಪಾಲಿಕೆ, ಕನ್ನಡ ಮತ್ತು ಸಂಸ್ಕೃತಿ ಇಲಾಖೆ, ಜಿಲ್ಲಾ ಕನ್ನಡ ಭವನ ಸಹಯೋಗದೊಂದಿಗೆ ಮೇ 2ರಂದು ಬೆಳಿಗ್ಗೆ 10.30 ಗಂಟೆಗೆ ನಗರದ ಡಾ: ಗುಬ್ಬಿ ವೀರಣ್ಣ ಕಲಾಕ್ಷೇತ್ರದಲ್ಲಿ “ಶ್ರೀ ಶಂಕರಾಚಾರ್ಯ ಜಯಂತಿ” ಕಾರ್ಯಕ್ರಮವನ್ನು ಏರ್ಪಡಿಸಲಾಗಿದೆ. ಕಾರ್ಯಕ್ರಮದಲ್ಲಿ ಜಿಲ್ಲೆಯ ಸಚಿವರು, ಶಾಸಕರು, ಜನಪ್ರತಿನಿಧಿಗಳು, ಸಮಾಜದ ಗಣ್ಯರು, ವಿವಿಧ ಸಮುದಾಯದ ಮುಖಂಡರು ಭಾಗವಹಿಸಲಿದ್ದು, ಕಾರ್ಯಕ್ರಮದಲ್ಲಿ ಉಪನ್ಯಾಸ ನೀಡಲಿದ್ದಾರೆ. ಸಾರ್ವಜನಿಕರು ಹೆಚ್ಚಿನ ಸಂಖ್ಯೆಯಲ್ಲಿ ಭಾಗವಹಿಸಿ ಕಾರ್ಯಕ್ರಮವನ್ನು ಯಶಸ್ವಿಗೊಳಿಸಬೇಕೆಂದು ಕನ್ನಡ ಮತ್ತು ಸಂಸ್ಕೃತಿ ಇಲಾಖೆಯ ಸಹಾಯಕ ನಿರ್ದೇಶಕ ಕೆಂಪರಾಜು ಮನವಿ ಮಾಡಿದ್ದಾರೆ. bbox=[700, 725, 933, 780]
